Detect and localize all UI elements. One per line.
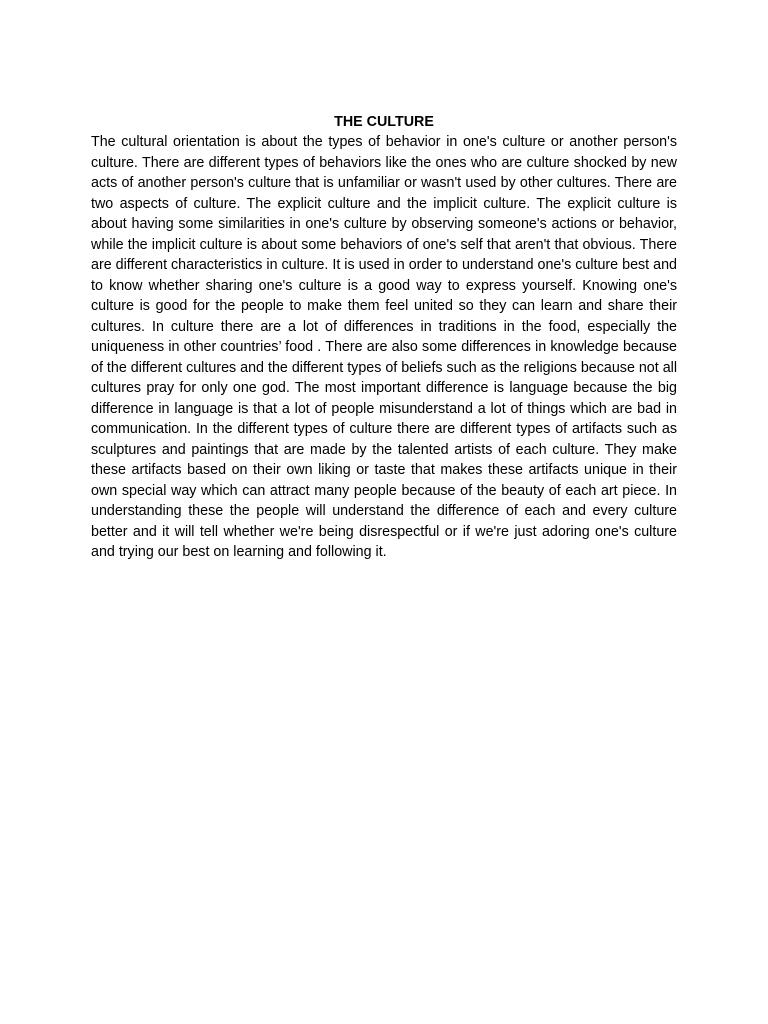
document-title: THE CULTURE <box>334 114 434 130</box>
document-content <box>91 112 677 563</box>
document-body-paragraph: The cultural orientation is about the types of behavior in one's culture or another person's culture. There are different types of behaviors like the ones who are culture shocked by new acts of another person's culture that is unfamiliar or wasn't used by other cultures. There are two aspects of culture. The explicit culture and the implicit culture. The explicit culture is about having some similarities in one's culture by observing someone's actions or behavior, while the implicit culture is about some behaviors of one's self that aren't that obvious. There are different characteristics in culture. It is used in order to understand one's culture best and to know whether sharing one's culture is a good way to express yourself. Knowing one's culture is good for the people to make them feel united so they can learn and share their cultures. In culture there are a lot of differences in traditions in the food, especially the uniqueness in other countries’ food . There are also some differences in knowledge because of the different cultures and the different types of beliefs such as the religions because not all cultures pray for only one god. The most important difference is language because the big difference in language is that a lot of people misunderstand a lot of things which are bad in communication. In the different types of culture there are different types of artifacts such as sculptures and paintings that are made by the talented artists of each culture. They make these artifacts based on their own liking or taste that makes these artifacts unique in their own special way which can attract many people because of the beauty of each art piece. In understanding these the people will understand the difference of each and every culture better and it will tell whether we're being disrespectful or if we're just adoring one's culture and trying our best on learning and following it. <box>91 134 678 560</box>
